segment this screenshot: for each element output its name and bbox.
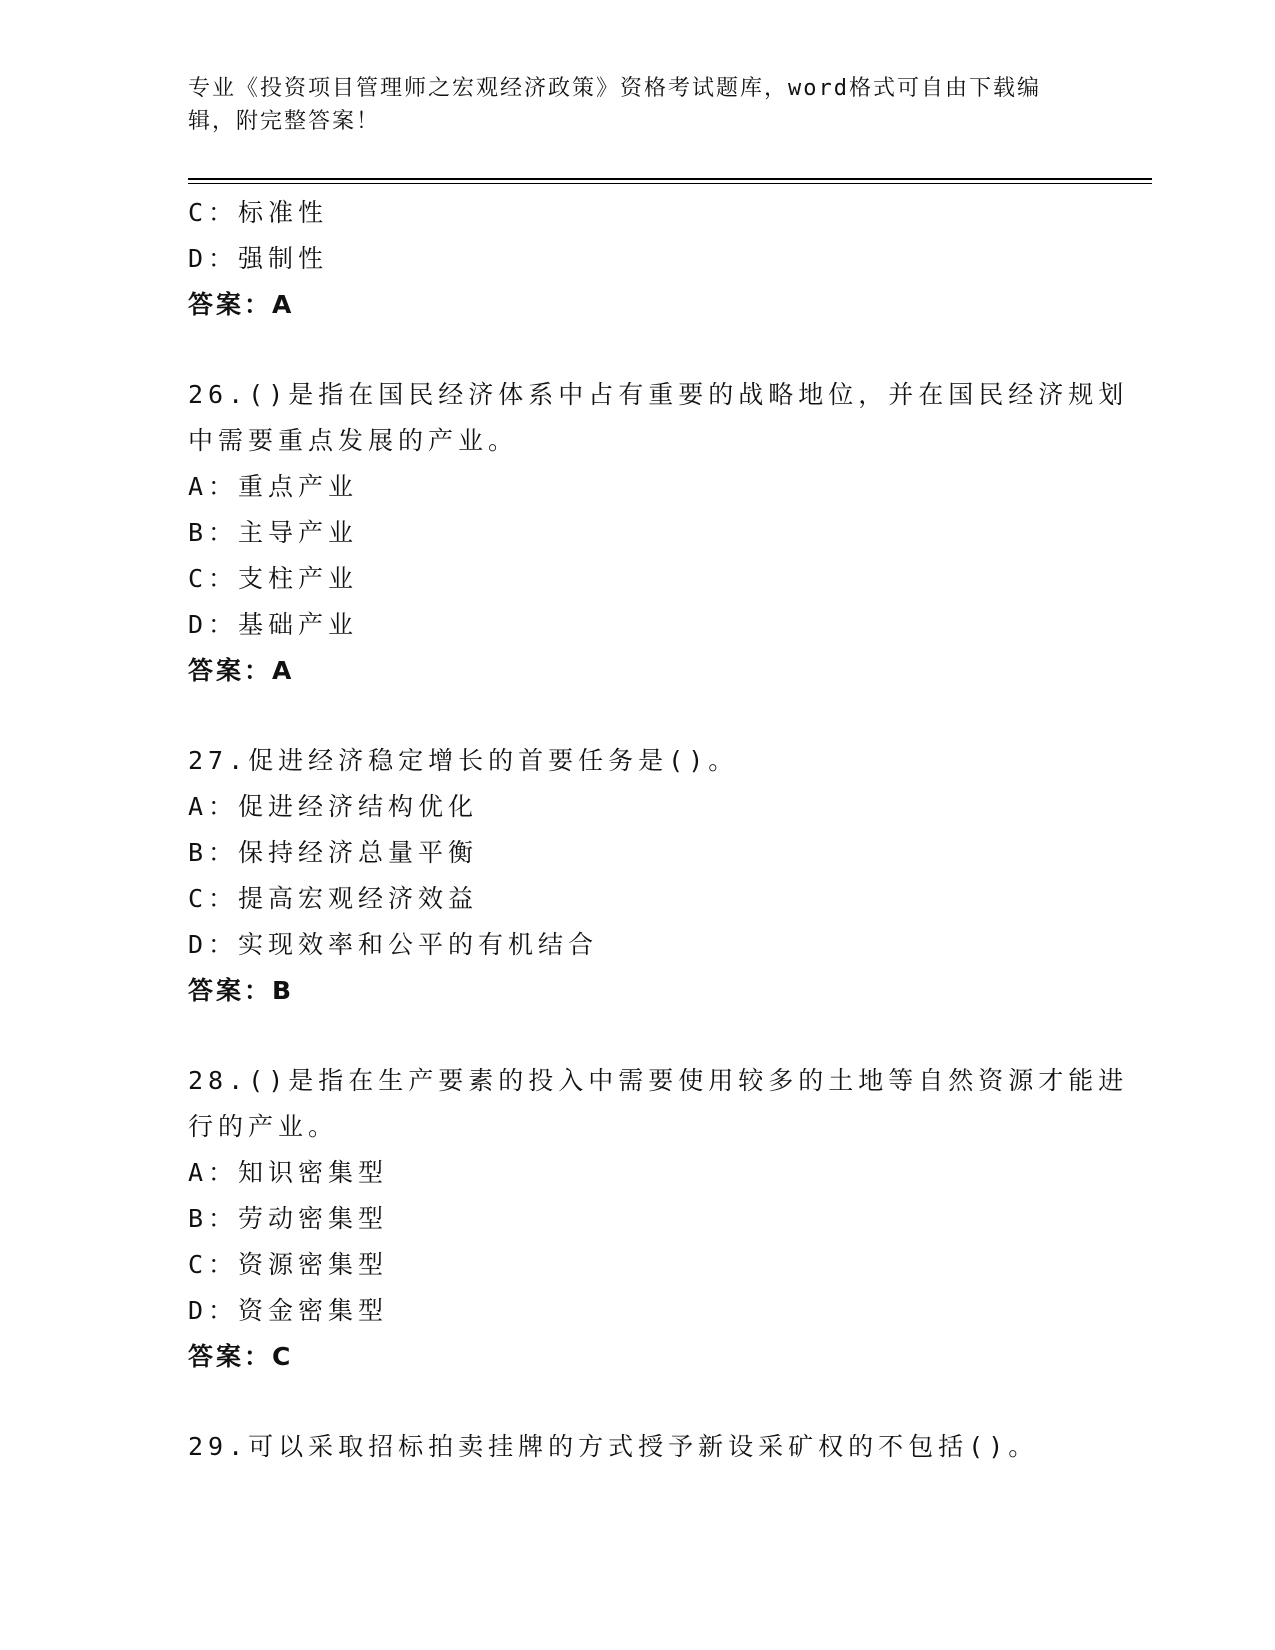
- option-b: B：主导产业: [188, 518, 359, 547]
- question-content: [188, 190, 1129, 1470]
- option-b: B：保持经济总量平衡: [188, 838, 479, 867]
- answer-line: 答案：B: [188, 976, 295, 1005]
- question-text: 28.()是指在生产要素的投入中需要使用较多的土地等自然资源才能进: [188, 1066, 1129, 1095]
- option-a: A：促进经济结构优化: [188, 792, 479, 821]
- header-rule: [188, 178, 1152, 180]
- answer-line: 答案：A: [188, 656, 295, 685]
- option-c: C：提高宏观经济效益: [188, 884, 479, 913]
- option-a: A：重点产业: [188, 472, 359, 501]
- option-c: C：标准性: [188, 198, 329, 227]
- header-line-2: 辑，附完整答案！: [188, 109, 381, 134]
- option-c: C：资源密集型: [188, 1250, 389, 1279]
- option-d: D：强制性: [188, 244, 329, 273]
- question-text: 中需要重点发展的产业。: [188, 426, 519, 455]
- question-29: [188, 1424, 1088, 1470]
- answer-line: 答案：A: [188, 290, 295, 319]
- question-25-tail: [188, 190, 1088, 328]
- question-text: 26.()是指在国民经济体系中占有重要的战略地位，并在国民经济规划: [188, 380, 1129, 409]
- answer-line: 答案：C: [188, 1342, 294, 1371]
- option-d: D：资金密集型: [188, 1296, 389, 1325]
- question-text: 行的产业。: [188, 1112, 339, 1141]
- option-b: B：劳动密集型: [188, 1204, 389, 1233]
- document-header: [188, 72, 1068, 138]
- header-line-1: 专业《投资项目管理师之宏观经济政策》资格考试题库，word格式可自由下载编: [188, 76, 1041, 101]
- question-28: [188, 1058, 1129, 1380]
- question-27: [188, 738, 1088, 1014]
- option-d: D：实现效率和公平的有机结合: [188, 930, 599, 959]
- header-rule-thin: [188, 183, 1152, 184]
- option-d: D：基础产业: [188, 610, 359, 639]
- question-text: 29.可以采取招标拍卖挂牌的方式授予新设采矿权的不包括()。: [188, 1432, 1039, 1461]
- option-c: C：支柱产业: [188, 564, 359, 593]
- question-text: 27.促进经济稳定增长的首要任务是()。: [188, 746, 739, 775]
- question-26: [188, 372, 1129, 694]
- option-a: A：知识密集型: [188, 1158, 389, 1187]
